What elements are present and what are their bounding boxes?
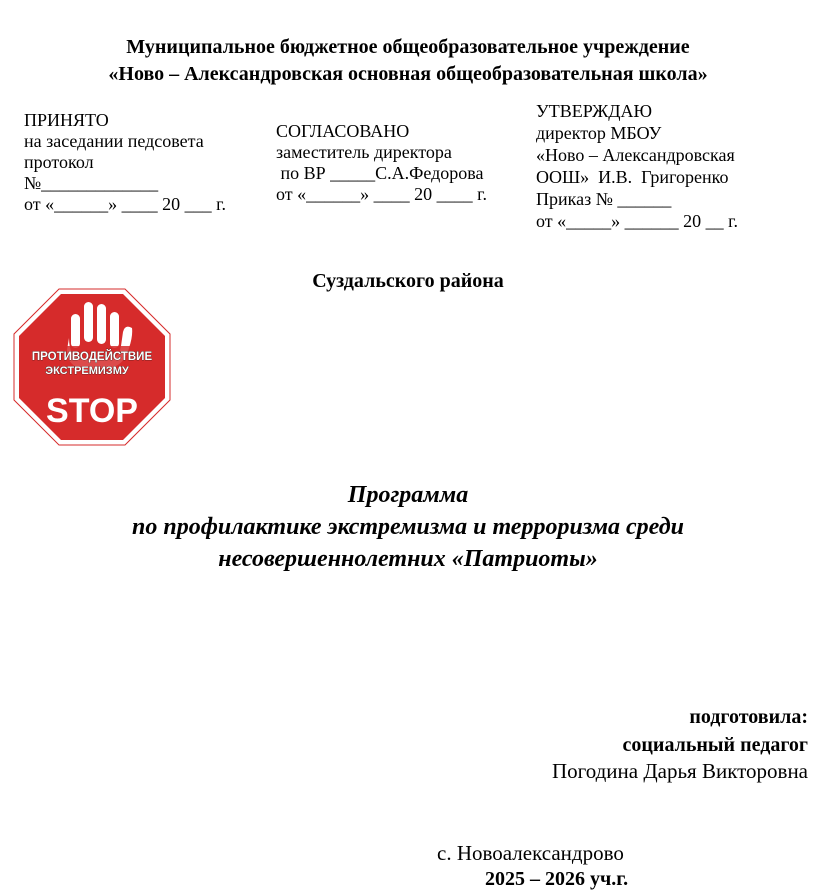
school-name-line2: «Ново – Александровская основная общеобразовательная школа» <box>108 63 708 85</box>
agreed-line: СОГЛАСОВАНО <box>276 121 410 141</box>
stop-extremism-sign-icon <box>13 288 171 446</box>
author-position: социальный педагог <box>622 734 808 756</box>
author-name: Погодина Дарья Викторовна <box>551 759 808 783</box>
school-name-line1: Муниципальное бюджетное общеобразовательное учреждение <box>126 36 690 58</box>
stop-sign-caption-line2: ЭКСТРЕМИЗМУ <box>45 365 129 377</box>
agreed-line: заместитель директора <box>276 142 452 162</box>
approved-line: «Ново – Александровская <box>536 145 735 165</box>
agreed-line: от «______» ____ 20 ____ г. <box>276 184 487 204</box>
approved-line: от «_____» ______ 20 __ г. <box>536 211 738 231</box>
stop-sign-stop-text: STOP <box>46 392 138 430</box>
accepted-line: от «______» ____ 20 ___ г. <box>24 194 226 214</box>
agreed-block <box>276 121 487 205</box>
approved-block <box>536 100 738 232</box>
prepared-label: подготовила: <box>689 706 808 728</box>
approved-line: директор МБОУ <box>536 123 662 143</box>
program-subtitle-line2: несовершеннолетних «Патриоты» <box>218 546 598 572</box>
program-subtitle-line1: по профилактике экстремизма и терроризма среди <box>132 514 684 540</box>
approved-line: УТВЕРЖДАЮ <box>536 101 653 121</box>
accepted-line: №_____________ <box>24 173 159 193</box>
accepted-line: на заседании педсовета <box>24 131 204 151</box>
approved-line: ООШ» И.В. Григоренко <box>536 167 729 187</box>
district-title: Суздальского района <box>312 270 504 292</box>
program-title: Программа <box>347 482 469 508</box>
accepted-line: протокол <box>24 152 94 172</box>
approved-line: Приказ № ______ <box>536 189 672 209</box>
footer-place: с. Новоалександрово <box>437 841 624 865</box>
agreed-line: по ВР _____С.А.Федорова <box>276 163 484 183</box>
footer-academic-years: 2025 – 2026 уч.г. <box>485 868 629 890</box>
accepted-line: ПРИНЯТО <box>24 110 109 130</box>
stop-sign-caption-line1: ПРОТИВОДЕЙСТВИЕ <box>31 351 153 363</box>
accepted-block <box>24 110 226 215</box>
